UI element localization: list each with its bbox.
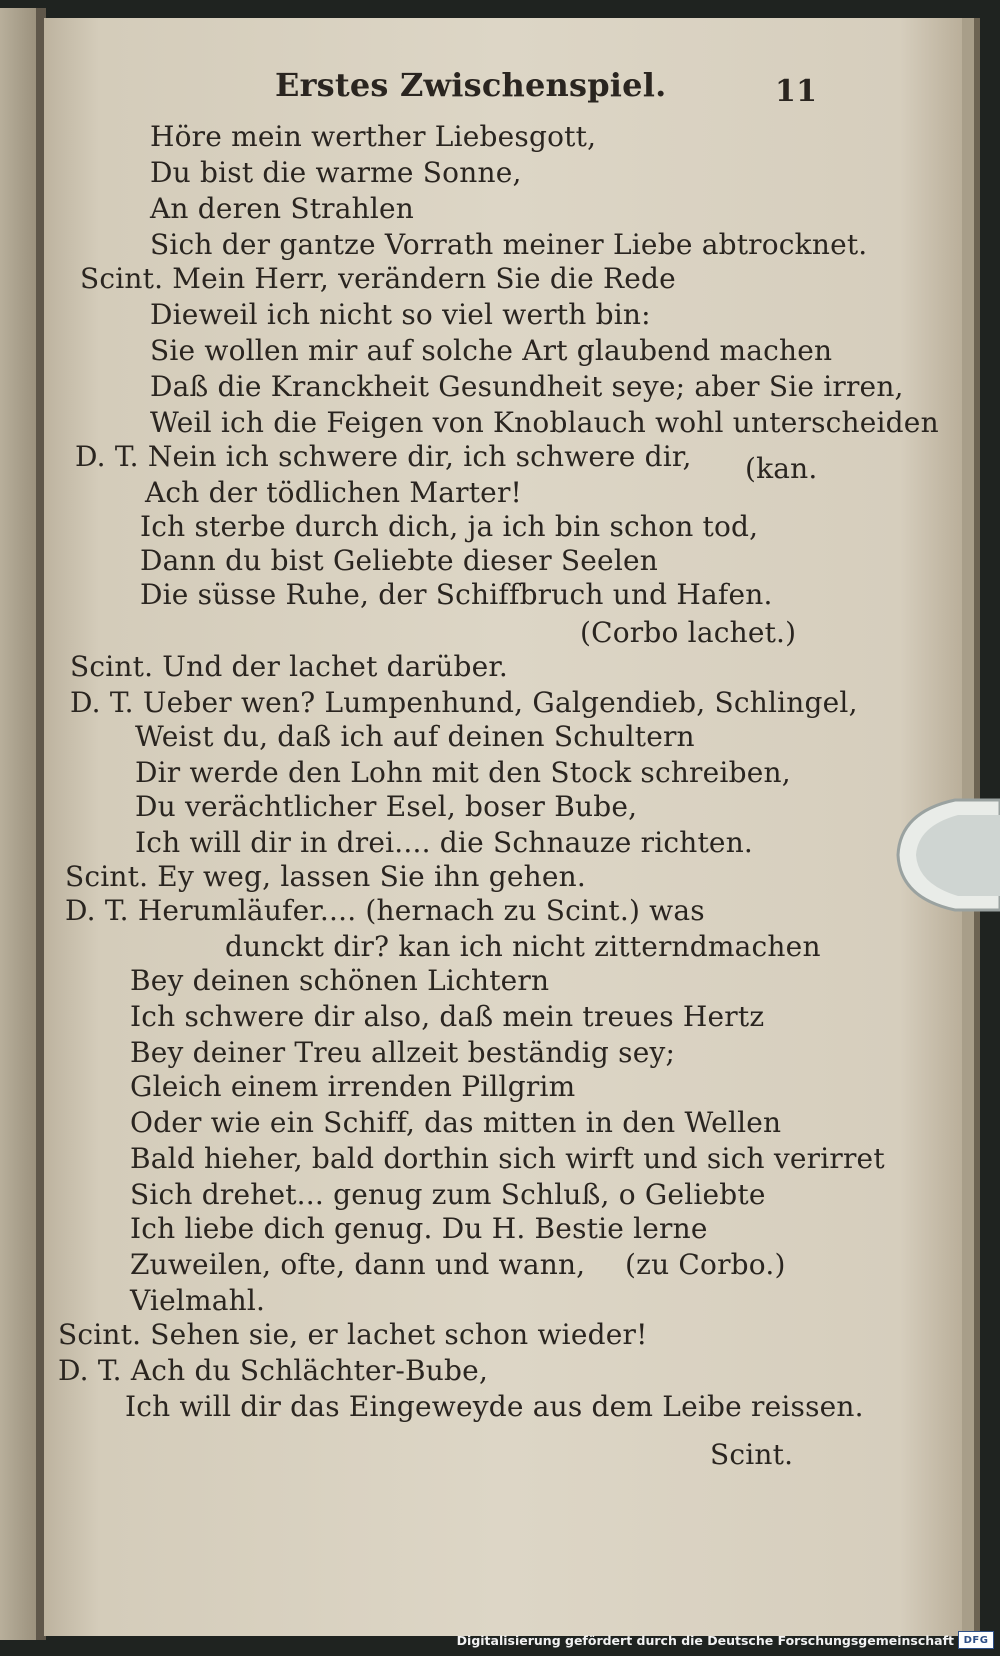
running-head: Erstes Zwischenspiel. [275, 66, 667, 104]
verse-line: Zuweilen, ofte, dann und wann, [130, 1248, 586, 1281]
digitization-credit [457, 1629, 994, 1651]
verse-line: Dieweil ich nicht so viel werth bin: [150, 298, 651, 331]
verse-line: Die süsse Ruhe, der Schiffbruch und Hafen. [140, 578, 773, 611]
verse-line: Bald hieher, bald dorthin sich wirft und sich verirret [130, 1142, 885, 1175]
speaker-line: Scint. Und der lachet darüber. [70, 650, 508, 683]
verse-line: Ich will dir in drei.... die Schnauze richten. [135, 826, 754, 859]
speaker-line: Scint. Sehen sie, er lachet schon wieder! [58, 1318, 648, 1351]
verse-line: Daß die Kranckheit Gesundheit seye; aber Sie irren, [150, 370, 904, 403]
verse-line: Oder wie ein Schiff, das mitten in den Wellen [130, 1106, 782, 1139]
verse-line: Weist du, daß ich auf deinen Schultern [135, 720, 695, 753]
verse-line: Ach der tödlichen Marter! [145, 476, 522, 509]
page-number: 11 [775, 74, 818, 109]
speaker-line: D. T. Ueber wen? Lumpenhund, Galgendieb, Schlingel, [70, 686, 858, 719]
speaker-line: D. T. Ach du Schlächter-Bube, [58, 1354, 489, 1387]
verse-line: Sich drehet... genug zum Schluß, o Geliebte [130, 1178, 766, 1211]
verse-line: Ich schwere dir also, daß mein treues Hertz [130, 1000, 765, 1033]
verse-line: Dann du bist Geliebte dieser Seelen [140, 544, 658, 577]
stage-direction: (zu Corbo.) [625, 1248, 786, 1281]
verse-line: Weil ich die Feigen von Knoblauch wohl unterscheiden [150, 406, 939, 439]
speaker-line: Scint. Mein Herr, verändern Sie die Rede [80, 262, 676, 295]
catchword: Scint. [710, 1438, 794, 1471]
verse-line: Ich liebe dich genug. Du H. Bestie lerne [130, 1212, 708, 1245]
stage-direction: (Corbo lachet.) [580, 616, 797, 649]
verse-line: Gleich einem irrenden Pillgrim [130, 1070, 576, 1103]
verse-line: Höre mein werther Liebesgott, [150, 120, 597, 153]
dfg-logo-icon: DFG [958, 1631, 994, 1649]
verse-line: Sie wollen mir auf solche Art glaubend machen [150, 334, 833, 367]
stage-direction: (kan. [745, 452, 818, 485]
verse-line: Vielmahl. [130, 1284, 266, 1317]
verse-line: Du bist die warme Sonne, [150, 156, 522, 189]
verse-line: Du verächtlicher Esel, boser Bube, [135, 790, 638, 823]
credit-text: Digitalisierung gefördert durch die Deutsche Forschungsgemeinschaft [456, 1632, 954, 1648]
verse-line: Bey deinen schönen Lichtern [130, 964, 550, 997]
verse-line: Bey deiner Treu allzeit beständig sey; [130, 1036, 676, 1069]
verse-line: Dir werde den Lohn mit den Stock schreiben, [135, 756, 791, 789]
speaker-line: D. T. Nein ich schwere dir, ich schwere dir, [75, 440, 692, 473]
verse-line: Ich will dir das Eingeweyde aus dem Leibe reissen. [125, 1390, 864, 1423]
speaker-line: Scint. Ey weg, lassen Sie ihn gehen. [65, 860, 586, 893]
verse-line: Ich sterbe durch dich, ja ich bin schon tod, [140, 510, 759, 543]
verse-line: Sich der gantze Vorrath meiner Liebe abtrocknet. [150, 228, 868, 261]
speaker-line: D. T. Herumläufer.... (hernach zu Scint.) was [65, 894, 705, 927]
verse-line: An deren Strahlen [150, 192, 415, 225]
verse-line: dunckt dir? kan ich nicht zitterndmachen [225, 930, 821, 963]
